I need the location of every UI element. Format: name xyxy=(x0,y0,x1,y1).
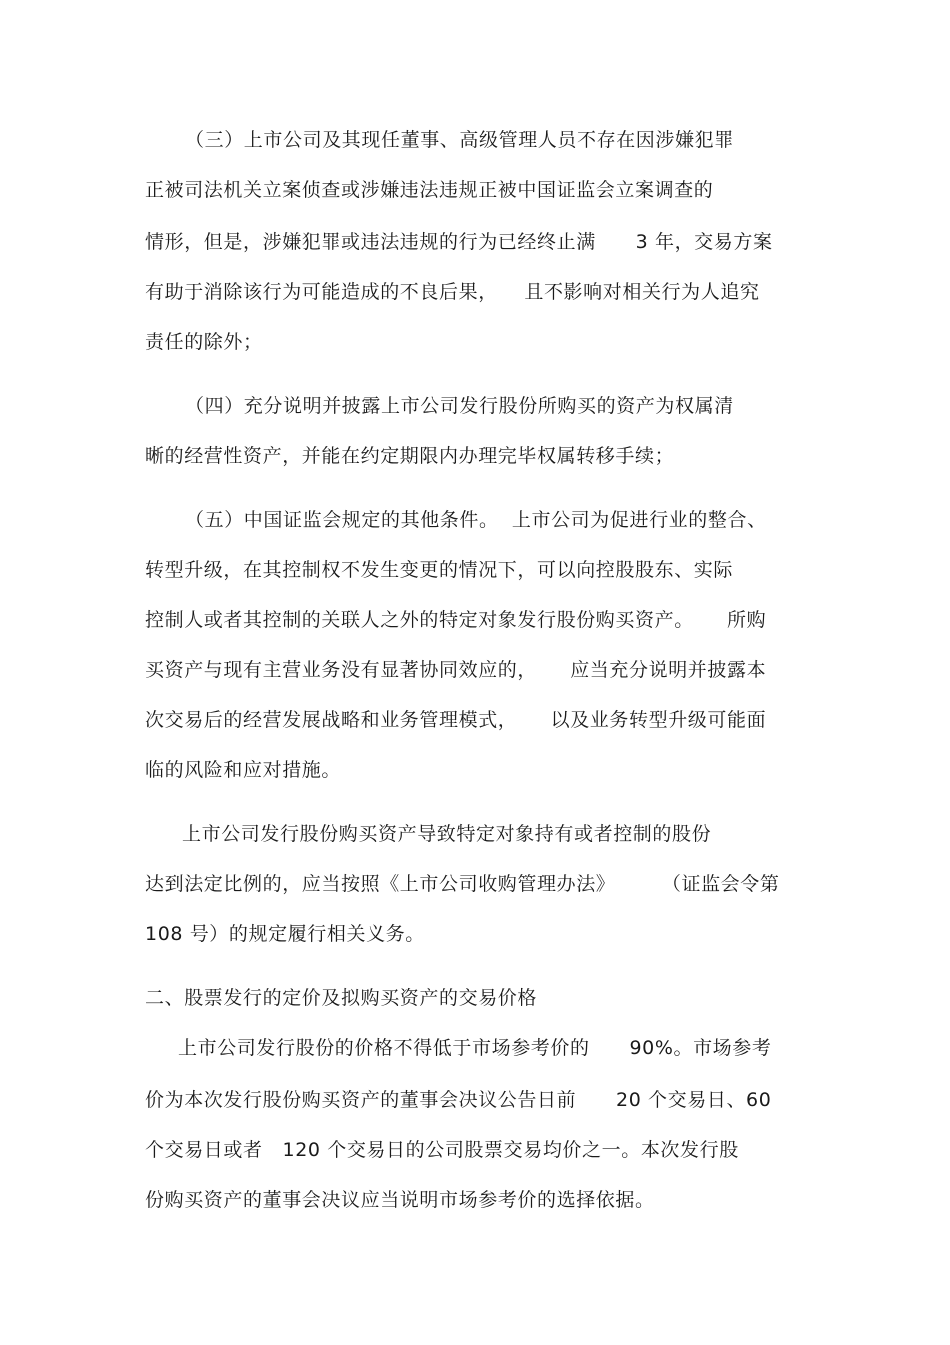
text-line: 个交易日或者 120 个交易日的公司股票交易均价之一。本次发行股 xyxy=(145,1139,739,1161)
text-line: 有助于消除该行为可能造成的不良后果， 且不影响对相关行为人追究 xyxy=(145,281,760,303)
text-line: 次交易后的经营发展战略和业务管理模式， 以及业务转型升级可能面 xyxy=(145,709,767,731)
text-line: 临的风险和应对措施。 xyxy=(145,759,342,781)
text-line: （五）中国证监会规定的其他条件。 上市公司为促进行业的整合、 xyxy=(185,509,767,531)
text-line: 买资产与现有主营业务没有显著协同效应的， 应当充分说明并披露本 xyxy=(145,659,767,681)
text-line: 上市公司发行股份的价格不得低于市场参考价的 90%。市场参考 xyxy=(178,1037,772,1059)
text-line: 责任的除外； xyxy=(145,331,263,353)
section-heading: 二、股票发行的定价及拟购买资产的交易价格 xyxy=(145,987,538,1009)
text-line: 108 号）的规定履行相关义务。 xyxy=(145,923,425,945)
text-line: 份购买资产的董事会决议应当说明市场参考价的选择依据。 xyxy=(145,1189,655,1211)
text-line: 情形，但是，涉嫌犯罪或违法违规的行为已经终止满 3 年，交易方案 xyxy=(145,231,773,253)
text-line: 价为本次发行股份购买资产的董事会决议公告日前 20 个交易日、60 xyxy=(145,1089,772,1111)
text-line: 控制人或者其控制的关联人之外的特定对象发行股份购买资产。 所购 xyxy=(145,609,767,631)
text-line: 晰的经营性资产，并能在约定期限内办理完毕权属转移手续； xyxy=(145,445,675,467)
text-line: （三）上市公司及其现任董事、高级管理人员不存在因涉嫌犯罪 xyxy=(185,129,734,151)
text-line: 上市公司发行股份购买资产导致特定对象持有或者控制的股份 xyxy=(182,823,712,845)
text-line: 正被司法机关立案侦查或涉嫌违法违规正被中国证监会立案调查的 xyxy=(145,179,714,201)
text-line: 达到法定比例的，应当按照《上市公司收购管理办法》 （证监会令第 xyxy=(145,873,780,895)
text-line: 转型升级，在其控制权不发生变更的情况下，可以向控股股东、实际 xyxy=(145,559,734,581)
text-line: （四）充分说明并披露上市公司发行股份所购买的资产为权属清 xyxy=(185,395,734,417)
